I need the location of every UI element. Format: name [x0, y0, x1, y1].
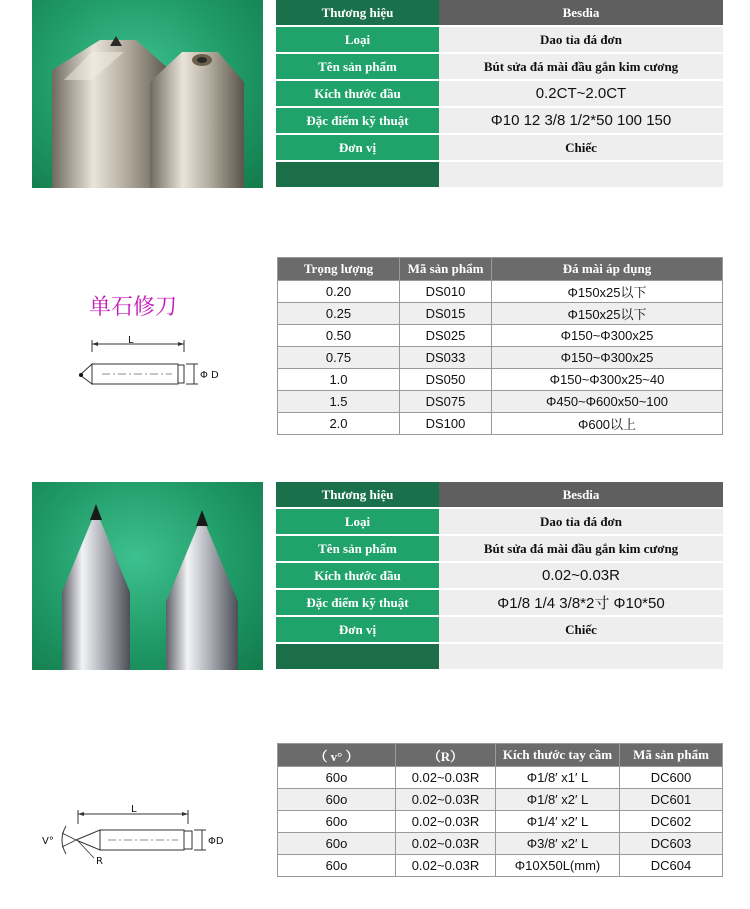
spec-value — [439, 644, 723, 669]
cell-shank: Φ3/8′ x2′ L — [496, 833, 620, 855]
ds-model-table — [277, 257, 723, 435]
spec-row-specification — [276, 590, 723, 615]
cell-code: DS100 — [400, 413, 492, 435]
cell-radius: 0.02~0.03R — [396, 855, 496, 877]
spec-key: Đơn vị — [276, 617, 439, 642]
spec-row-unit — [276, 135, 723, 160]
spec-key: Đặc điểm kỹ thuật — [276, 108, 439, 133]
table-row — [278, 855, 723, 877]
section-title-single-stone-dresser: 单石修刀 — [89, 295, 178, 320]
spec-row-product-name — [276, 54, 723, 79]
table-row — [278, 833, 723, 855]
spec-key: Đặc điểm kỹ thuật — [276, 590, 439, 615]
cell-code: DS010 — [400, 281, 492, 303]
cell-code: DS015 — [400, 303, 492, 325]
table-row — [278, 767, 723, 789]
angle-label: V° — [42, 836, 54, 847]
spec-row-product-name — [276, 536, 723, 561]
column-header-weight: Trọng lượng — [278, 258, 400, 281]
table-row — [278, 369, 723, 391]
spec-key: Thương hiệu — [276, 482, 439, 507]
cell-code: DC604 — [620, 855, 723, 877]
cell-wheel: Φ150x25以下 — [492, 303, 723, 325]
table-row — [278, 413, 723, 435]
spec-key: Thương hiệu — [276, 0, 439, 25]
cell-angle: 60o — [278, 811, 396, 833]
spec-key: Tên sản phẩm — [276, 536, 439, 561]
diameter-label: ΦD — [208, 836, 224, 847]
spec-row-empty — [276, 644, 723, 669]
cell-weight: 0.75 — [278, 347, 400, 369]
cell-code: DS025 — [400, 325, 492, 347]
spec-row-tip-size — [276, 563, 723, 588]
spec-value: 0.02~0.03R — [439, 563, 723, 588]
table-header-row — [278, 258, 723, 281]
cell-weight: 0.25 — [278, 303, 400, 325]
cell-wheel: Φ150~Φ300x25 — [492, 325, 723, 347]
column-header-shank-size: Kích thước tay cầm — [496, 744, 620, 767]
spec-key: Đơn vị — [276, 135, 439, 160]
spec-value: Besdia — [439, 482, 723, 507]
spec-row-brand — [276, 0, 723, 25]
table-row — [278, 303, 723, 325]
cell-shank: Φ1/8′ x2′ L — [496, 789, 620, 811]
product-photo-2 — [32, 482, 263, 670]
cell-code: DS033 — [400, 347, 492, 369]
spec-key: Kích thước đầu — [276, 563, 439, 588]
cell-angle: 60o — [278, 789, 396, 811]
table-row — [278, 347, 723, 369]
cell-weight: 1.0 — [278, 369, 400, 391]
cell-weight: 1.5 — [278, 391, 400, 413]
cell-shank: Φ10X50L(mm) — [496, 855, 620, 877]
spec-value: Φ10 12 3/8 1/2*50 100 150 — [439, 108, 723, 133]
spec-row-type — [276, 27, 723, 52]
spec-key: Tên sản phẩm — [276, 54, 439, 79]
cell-weight: 2.0 — [278, 413, 400, 435]
dresser-drawing — [62, 332, 232, 392]
cell-shank: Φ1/8′ x1′ L — [496, 767, 620, 789]
cell-code: DC600 — [620, 767, 723, 789]
cell-radius: 0.02~0.03R — [396, 833, 496, 855]
column-header-product-code: Mã sản phẩm — [400, 258, 492, 281]
cell-shank: Φ1/4′ x2′ L — [496, 811, 620, 833]
spec-value: Dao tỉa đá đơn — [439, 27, 723, 52]
spec-row-type — [276, 509, 723, 534]
cell-angle: 60o — [278, 767, 396, 789]
cell-code: DS075 — [400, 391, 492, 413]
length-label: L — [128, 335, 134, 346]
spec-value: Bút sửa đá mài đầu gắn kim cương — [439, 54, 723, 79]
spec-key — [276, 162, 439, 187]
diameter-label: Φ D — [200, 370, 219, 381]
cell-radius: 0.02~0.03R — [396, 789, 496, 811]
column-header-angle: （ v° ） — [278, 744, 396, 767]
table-row — [278, 789, 723, 811]
cell-radius: 0.02~0.03R — [396, 767, 496, 789]
table-row — [278, 391, 723, 413]
cell-code: DS050 — [400, 369, 492, 391]
spec-key — [276, 644, 439, 669]
spec-value: Bút sửa đá mài đầu gắn kim cương — [439, 536, 723, 561]
spec-row-unit — [276, 617, 723, 642]
cell-code: DC603 — [620, 833, 723, 855]
spec-value: Besdia — [439, 0, 723, 25]
spec-table-2 — [276, 480, 723, 671]
table-row — [278, 281, 723, 303]
spec-value: Chiếc — [439, 617, 723, 642]
length-label: L — [131, 804, 137, 815]
spec-key: Loại — [276, 509, 439, 534]
spec-value: Dao tỉa đá đơn — [439, 509, 723, 534]
column-header-product-code: Mã sản phẩm — [620, 744, 723, 767]
table-row — [278, 325, 723, 347]
cell-weight: 0.20 — [278, 281, 400, 303]
cell-angle: 60o — [278, 833, 396, 855]
spec-table-1 — [276, 0, 723, 189]
conical-dresser-drawing — [38, 800, 238, 870]
spec-row-tip-size — [276, 81, 723, 106]
cell-wheel: Φ150~Φ300x25 — [492, 347, 723, 369]
spec-value: 0.2CT~2.0CT — [439, 81, 723, 106]
spec-key: Loại — [276, 27, 439, 52]
column-header-applicable-wheel: Đá mài áp dụng — [492, 258, 723, 281]
cell-wheel: Φ150x25以下 — [492, 281, 723, 303]
spec-row-brand — [276, 482, 723, 507]
spec-value: Φ1/8 1/4 3/8*2寸 Φ10*50 — [439, 590, 723, 615]
cell-wheel: Φ150~Φ300x25~40 — [492, 369, 723, 391]
cell-weight: 0.50 — [278, 325, 400, 347]
radius-label: R — [96, 856, 103, 867]
cell-radius: 0.02~0.03R — [396, 811, 496, 833]
spec-row-specification — [276, 108, 723, 133]
spec-value — [439, 162, 723, 187]
product-photo-1 — [32, 0, 263, 188]
table-header-row — [278, 744, 723, 767]
cell-wheel: Φ600以上 — [492, 413, 723, 435]
pointed-diamond-pins-image — [32, 482, 263, 670]
diamond-dresser-pins-image — [32, 0, 263, 188]
spec-row-empty — [276, 162, 723, 187]
cell-angle: 60o — [278, 855, 396, 877]
cell-wheel: Φ450~Φ600x50~100 — [492, 391, 723, 413]
spec-key: Kích thước đầu — [276, 81, 439, 106]
dc-model-table — [277, 743, 723, 877]
cell-code: DC602 — [620, 811, 723, 833]
column-header-radius: （R） — [396, 744, 496, 767]
table-row — [278, 811, 723, 833]
cell-code: DC601 — [620, 789, 723, 811]
spec-value: Chiếc — [439, 135, 723, 160]
